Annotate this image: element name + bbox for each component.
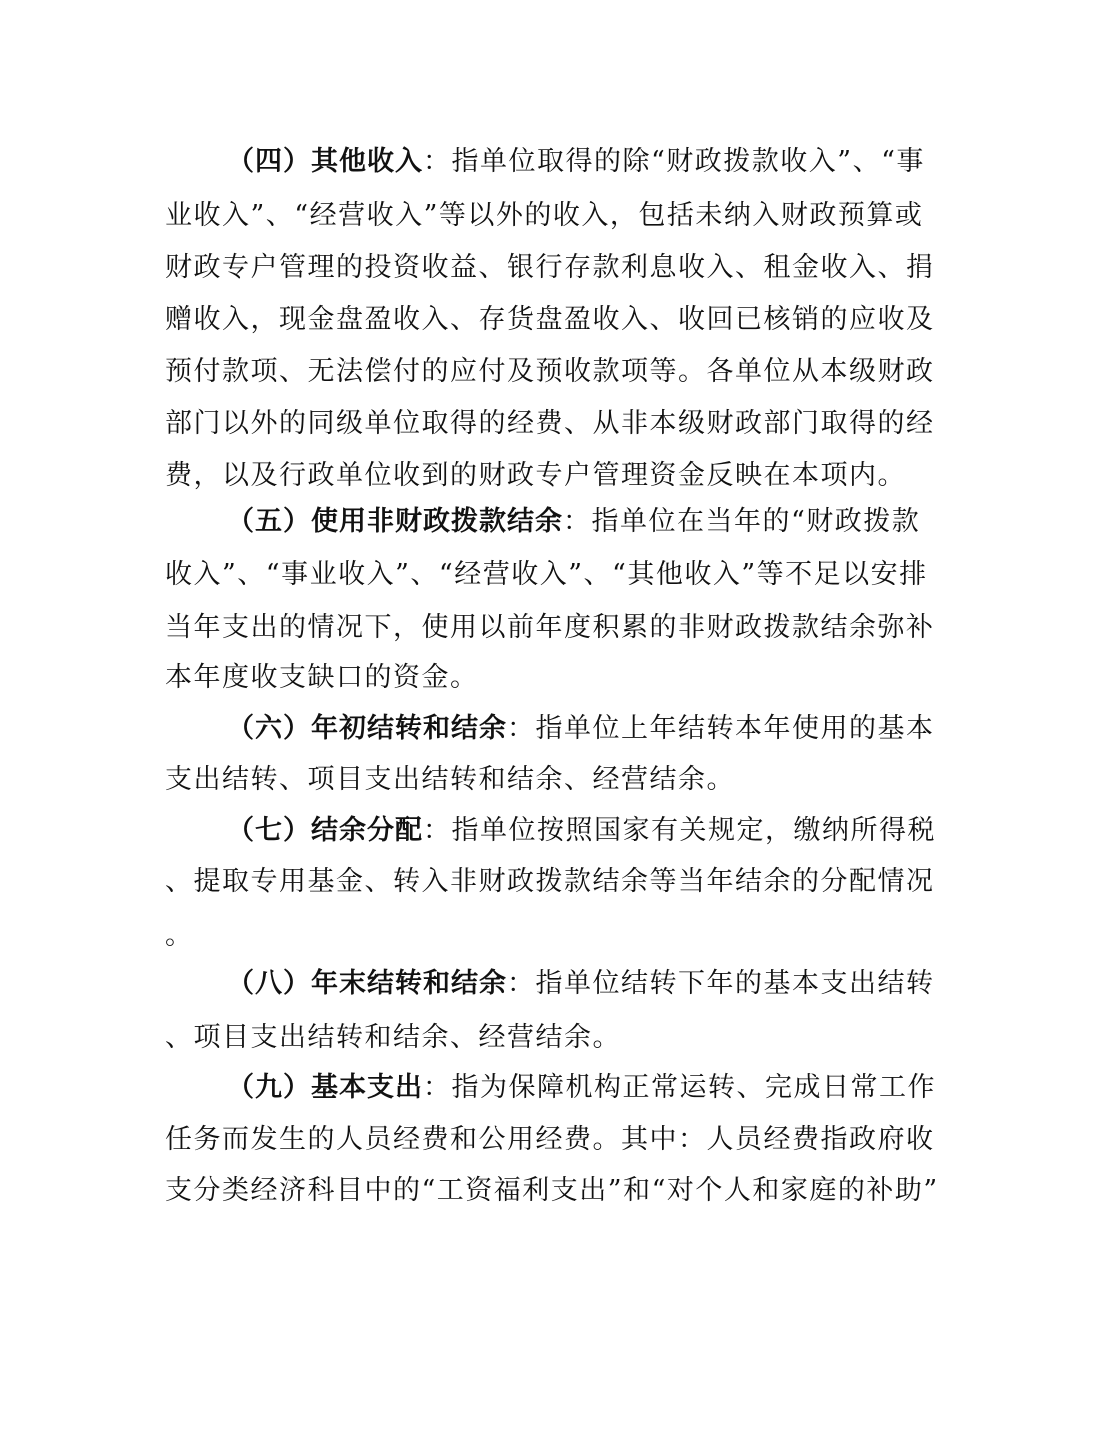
paragraph-line: 财政专户管理的投资收益、银行存款利息收入、租金收入、捐 bbox=[165, 252, 935, 283]
paragraph-line: 本年度收支缺口的资金。 bbox=[165, 662, 479, 693]
paragraph-line: 部门以外的同级单位取得的经费、从非本级财政部门取得的经 bbox=[165, 408, 935, 439]
paragraph-line: 赠收入，现金盘盈收入、存货盘盈收入、收回已核销的应收及 bbox=[165, 304, 935, 335]
paragraph-first-line bbox=[227, 805, 945, 857]
section-heading: （四）其他收入 bbox=[227, 146, 423, 177]
section-heading: （八）年末结转和结余 bbox=[227, 968, 507, 999]
paragraph-line: 当年支出的情况下，使用以前年度积累的非财政拨款结余弥补 bbox=[165, 612, 935, 643]
paragraph-line: 支分类经济科目中的“工资福利支出”和“对个人和家庭的补助” bbox=[165, 1175, 939, 1206]
paragraph-first-line bbox=[227, 136, 945, 188]
section-heading: （五）使用非财政拨款结余 bbox=[227, 506, 563, 537]
paragraph-first-line bbox=[227, 1062, 945, 1114]
section-heading: （六）年初结转和结余 bbox=[227, 713, 507, 744]
paragraph-text: ：指单位上年结转本年使用的基本 bbox=[507, 713, 935, 744]
paragraph-line: 。 bbox=[165, 920, 194, 951]
paragraph-line: 业收入”、“经营收入”等以外的收入，包括未纳入财政预算或 bbox=[165, 200, 924, 231]
paragraph-text: ：指单位在当年的“财政拨款 bbox=[563, 506, 921, 537]
paragraph-line: 预付款项、无法偿付的应付及预收款项等。各单位从本级财政 bbox=[165, 356, 935, 387]
section-heading: （七）结余分配 bbox=[227, 815, 423, 846]
paragraph-text: ：指单位结转下年的基本支出结转 bbox=[507, 968, 935, 999]
paragraph-line: 支出结转、项目支出结转和结余、经营结余。 bbox=[165, 764, 735, 795]
paragraph-line: 、项目支出结转和结余、经营结余。 bbox=[165, 1022, 621, 1053]
paragraph-first-line bbox=[227, 703, 945, 755]
section-heading: （九）基本支出 bbox=[227, 1072, 423, 1103]
paragraph-line: 收入”、“事业收入”、“经营收入”、“其他收入”等不足以安排 bbox=[165, 559, 928, 590]
paragraph-text: ：指单位取得的除“财政拨款收入”、“事 bbox=[423, 146, 925, 177]
paragraph-line: 费，以及行政单位收到的财政专户管理资金反映在本项内。 bbox=[165, 460, 906, 491]
paragraph-text: ：指单位按照国家有关规定，缴纳所得税 bbox=[423, 815, 936, 846]
paragraph-line: 、提取专用基金、转入非财政拨款结余等当年结余的分配情况 bbox=[165, 866, 935, 897]
paragraph-first-line bbox=[227, 496, 945, 548]
paragraph-first-line bbox=[227, 958, 945, 1010]
paragraph-text: ：指为保障机构正常运转、完成日常工作 bbox=[423, 1072, 936, 1103]
paragraph-line: 任务而发生的人员经费和公用经费。其中：人员经费指政府收 bbox=[165, 1124, 935, 1155]
